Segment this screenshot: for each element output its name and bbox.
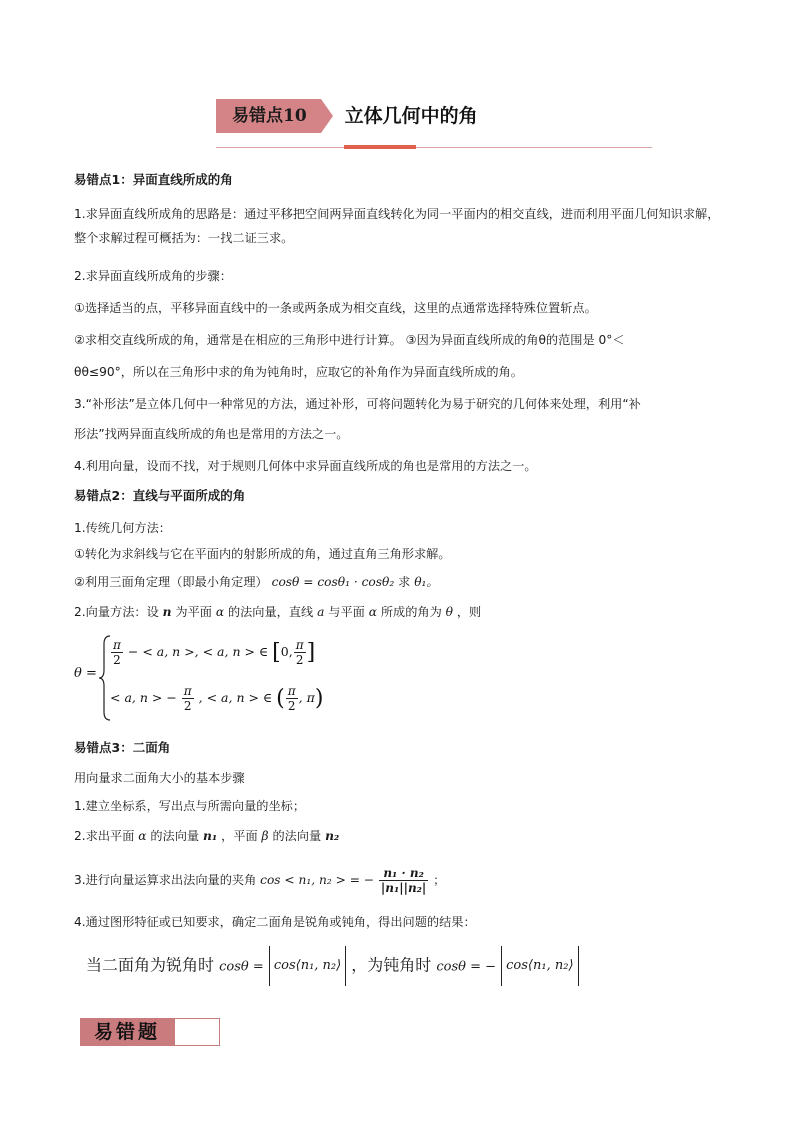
section1-paragraph-2: 2.求异面直线所成角的步骤： (74, 269, 232, 283)
row2-int-two: 2 (287, 699, 296, 713)
step2-beta: β (261, 829, 269, 843)
row1-two: 2 (113, 653, 121, 667)
step2-mid1: 的法向量 (150, 829, 200, 843)
p4-mid4: 所成的角为 (380, 605, 442, 619)
section3-step-3 (74, 860, 722, 900)
row1-expression: − < a, n >, < a, n > ∈ (127, 644, 269, 659)
step3-end: ； (433, 873, 446, 887)
step3-numerator: n₁ · n₂ (379, 866, 428, 881)
section3-step-2 (74, 824, 722, 848)
formula-prefix: 当二面角为锐角时 (86, 955, 215, 975)
exercise-label: 易错题 (80, 1018, 174, 1046)
p4-mid1: 为平面 (175, 605, 212, 619)
section1-paragraph-3: ①选择适当的点，平移异面直线中的一条或两条成为相交直线，这里的点通常选择特殊位置斩点。 (74, 301, 597, 315)
step3-cos: cos < n₁, n₂ > = − (260, 873, 374, 887)
section2-paragraph-4 (74, 600, 722, 624)
row1-interval-left: 0, (280, 644, 293, 659)
exercise-section-tag (80, 1018, 220, 1046)
step2-mid2: ，平面 (221, 829, 258, 843)
formula-abs-2: cos⟨n₁, n₂⟩ (501, 946, 578, 986)
dihedral-angle-formula (86, 946, 579, 986)
row1-int-two: 2 (295, 653, 304, 667)
row2-two: 2 (183, 699, 192, 713)
section1-paragraph-5b: 形法”找两异面直线所成的角也是常用的方法之一。 (74, 427, 349, 441)
section3-step-4: 4.通过图形特征或已知要求，确定二面角是锐角或钝角，得出问题的结果： (74, 915, 476, 929)
p4-alpha2: α (368, 605, 377, 619)
title-banner (216, 98, 478, 134)
formula-cos-2: cosθ = − (436, 959, 497, 975)
p4-a: a (317, 605, 325, 619)
section2-paragraph-2: ①转化为求斜线与它在平面内的射影所成的角，通过直角三角形求解。 (74, 547, 451, 561)
p3-end: θ₁。 (414, 575, 439, 589)
row2-int-pi: π (287, 684, 296, 698)
p4-prefix: 2.向量方法：设 (74, 605, 159, 619)
title-tag: 易错点10 (216, 99, 321, 133)
section3-step-1: 1.建立坐标系，写出点与所需向量的坐标； (74, 799, 306, 813)
step3-prefix: 3.进行向量运算求出法向量的夹角 (74, 873, 257, 887)
row1-pi: π (113, 638, 121, 652)
section1-paragraph-4a: ②求相交直线所成的角，通常是在相应的三角形中进行计算。 ③因为异面直线所成的角θ的范围是 0°＜ (74, 333, 625, 347)
exercise-label-box (174, 1018, 220, 1046)
row2-interval-right: , π (298, 690, 315, 705)
section2-paragraph-1: 1.传统几何方法： (74, 521, 171, 535)
piecewise-lhs: θ = (74, 666, 97, 681)
step2-n2: n₂ (325, 829, 340, 843)
piecewise-formula (74, 632, 374, 724)
p4-theta: θ (445, 605, 453, 619)
title-divider (216, 147, 652, 148)
title-accent-bar (344, 145, 416, 149)
p4-alpha: α (215, 605, 225, 619)
section2-heading: 易错点2：直线与平面所成的角 (74, 488, 246, 503)
section3-subheading: 用向量求二面角大小的基本步骤 (74, 771, 245, 785)
p4-mid3: 与平面 (328, 605, 365, 619)
step2-prefix: 2.求出平面 (74, 829, 135, 843)
section1-paragraph-4b: θθ≤90°，所以在三角形中求的角为钝角时，应取它的补角作为异面直线所成的角。 (74, 365, 523, 379)
p4-end: ，则 (456, 605, 482, 619)
piecewise-row-2: < a, n > − $\frac{\pi}{2}$ , < a, n > ∈ ( $\frac{\pi}{2}$ , π) (110, 684, 324, 713)
step2-n1: n₁ (203, 829, 218, 843)
p3-mid: 求 (398, 575, 411, 589)
section1-paragraph-6: 4.利用向量，设而不找，对于规则几何体中求异面直线所成的角也是常用的方法之一。 (74, 459, 537, 473)
step2-mid3: 的法向量 (272, 829, 322, 843)
step2-alpha: α (138, 829, 147, 843)
piecewise-row-1: $\frac{\pi}{2}$ − < a, n >, < a, n > ∈ [0, $\frac{\pi}{2}$ ] (113, 638, 316, 667)
piecewise-brace (74, 632, 114, 724)
page-title: 立体几何中的角 (344, 105, 478, 127)
p3-prefix: ②利用三面角定理（即最小角定理） (74, 575, 268, 589)
section1-paragraph-1: 1.求异面直线所成角的思路是：通过平移把空间两异面直线转化为同一平面内的相交直线，进而利用平面几何知识求解，整个求解过程可概括为：一找二证三求。 (74, 207, 720, 245)
section2-paragraph-3 (74, 570, 722, 594)
step3-denominator: |n₁||n₂| (380, 881, 427, 895)
p4-mid2: 的法向量，直线 (227, 605, 314, 619)
row2-pi: π (183, 684, 192, 698)
row1-int-pi: π (295, 638, 304, 652)
formula-mid: ，为钝角时 (351, 955, 432, 975)
formula-cos-1: cosθ = (219, 959, 264, 975)
row2-expression: , < a, n > ∈ (198, 690, 273, 705)
min-angle-formula: cosθ = cosθ₁ · cosθ₂ (271, 575, 395, 589)
section1-paragraph-5a: 3.“补形法”是立体几何中一种常见的方法，通过补形，可将问题转化为易于研究的几何体来处理，利用“补 (74, 397, 641, 411)
row2-start: < a, n > − (110, 690, 177, 705)
section3-heading: 易错点3：二面角 (74, 740, 171, 755)
p4-n: n (162, 605, 172, 619)
formula-abs-1: cos⟨n₁, n₂⟩ (269, 946, 346, 986)
section1-heading: 易错点1：异面直线所成的角 (74, 172, 233, 187)
